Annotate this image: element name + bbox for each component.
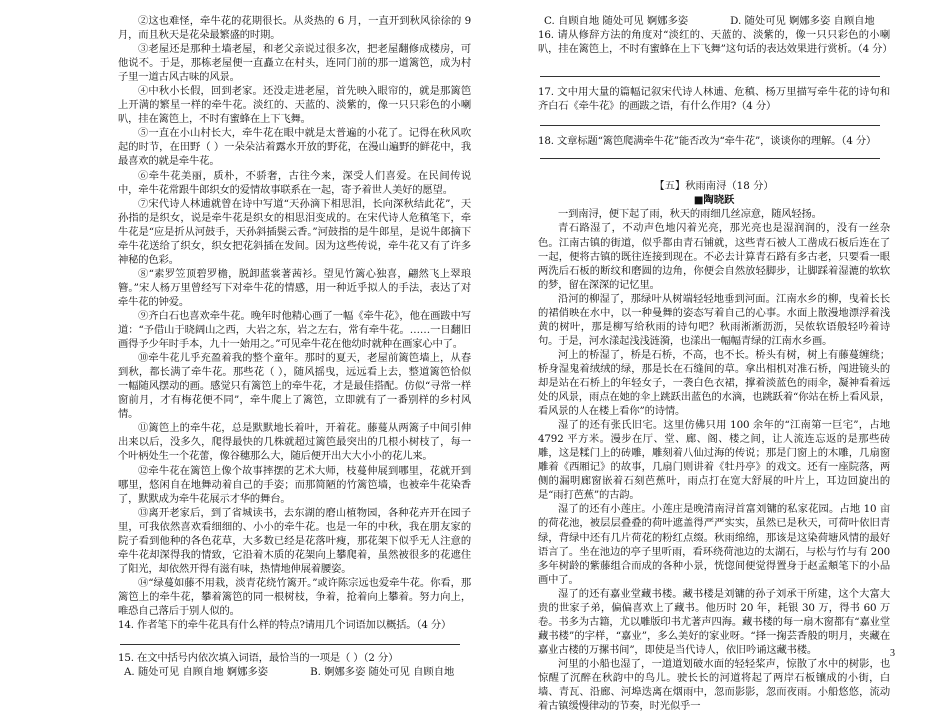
q15-options-cd <box>538 14 890 28</box>
option-c[interactable]: C. 自顾自地 随处可见 婀娜多姿 <box>544 15 689 27</box>
paragraph: ⑬离开老家后，到了省城读书，去东湖的磨山植物园，各种花卉开在园子里，可我依然喜欢看细细的、小小的牵牛花。也是一年的中秋，我在朋友家的院子看到他种的各色花草，大多数已经是花落叶瘦，那花架下似乎无人注意的牵牛花却深得我的情致，它沿着木质的花架向上攀爬着，虽然被很多的花遮住了阳光，却依然开得有滋有味，热情地伸展着腰姿。 <box>118 506 471 575</box>
paragraph: 一到南浔，便下起了雨，秋天的雨细几丝凉意，随风轻扬。 <box>558 208 822 221</box>
paragraph: 沿河的柳湿了，那绿叶从树端轻轻地垂到河面。江南水乡的柳，曳着长长的裙俏映在水中，以一种曼舞的姿态写着自己的心事。水面上散漫地漂浮着浅黄的树叶，那是柳写给秋雨的诗句吧？秋雨淅淅沥沥，吴侬软语般轻吟着诗句。于是，河水漾起浅浅涟漪，也漾出一幅幅青绿的江南水乡画。 <box>538 292 890 347</box>
paragraph: 河上的桥湿了，桥是石桥，不高，也不长。桥头有树，树上有藤蔓缠绕；桥身湿鬼着绒绒的绿，那是长在石缝间的草。拿出相机对准石桥，闯进镜头的却是站在石桥上的年轻女子，一袭白色衣裙，撑着淡蓝色的雨伞，凝神看着远处的风景，雨点在她的伞上跳跃出蓝色的水滴，也跳跃着“你站在桥上看风景，看风景的人在楼上看你”的诗情。 <box>538 348 890 418</box>
question-18: 18. 文章标题“篱笆爬满牵牛花”能否改为“牵牛花”，谈谈你的理解。（4 分） <box>538 135 877 148</box>
question-14: 14. 作者笔下的牵牛花具有什么样的特点?请用几个词语加以概括。（4 分） <box>118 619 452 632</box>
answer-line-16[interactable] <box>540 56 880 77</box>
question-17: 17. 文中用大量的篇幅记叙宋代诗人林逋、危稹、杨万里描写牵牛花的诗句和齐白石《牵牛花》的画跋之语，有什么作用?（4 分） <box>538 86 890 113</box>
paragraph: ⑩牵牛花儿乎充盈着我的整个童年。那时的夏天，老屋前篱笆墙上，从春到秋，都长满了牵牛花。那些花（ ），随风摇曳，远远看上去，整道篱笆恰似一幅随风摆动的画。感觉只有篱笆上的牵牛花，才是最佳搭配。仿似“寻常一样窗前月，才有梅花便不同”，牵牛爬上了篱笆，立即就有了一番别样的乡村风情。 <box>118 352 471 421</box>
paragraph: 湿了的还有嘉业堂藏书楼。藏书楼是刘镛的孙子刘承干所建，这个大富大贵的世家子弟，偏偏喜欢上了藏书。他历时 20 年，耗银 30 万，得书 60 万卷。书多为古籍，尤以雕版印书尤著声四海。藏书楼的每一扇木窗都有“嘉业堂藏书楼”的字样，“嘉业”，多么美好的家业呀。“择一掬芸香般的明月，夹藏在嘉业古楼的万摞书间”，即使是当代诗人，依旧吟诵这藏书楼。 <box>538 587 890 656</box>
paragraph: ⑫牵牛花在篱笆上像个故事摔摆的艺术大师，枝蔓伸展到哪里，花就开到哪里，悠闲自在地舞动着自己的手姿；而那简陋的竹篱笆墙，也被牵牛花染香了，默默成为牵牛花展示才华的舞台。 <box>118 464 471 505</box>
paragraph: 河里的小船也湿了，一道道划破水面的轻轻桨声，惊散了水中的树影，也惊醒了沉醉在秋韵中的鸟儿。驶长长的河道将起了两岸石板镶成的小街，白墙、青瓦、沿廊、河埠迭离在烟雨中，忽而影影，忽而夜雨。小船悠悠，流动着古镇缓慢律动的节奏，时光似乎一 <box>538 657 890 713</box>
paragraph: 青石路湿了，不动声色地闪着光亮，那光亮也是湿润润的，没有一丝杂色。江南古镇的街道，似乎都由青石铺就，这些青石被人工凿成石板后连在了一起，便将古镇的既往连接到现在。不必去计算青石路有多古老，只要看一眼两洗后石板的断纹和磨圆的边角，你便会自然放轻脚步，让脚踩着湿漉的软软的梦，留在深深的记忆里。 <box>538 222 890 291</box>
paragraph: ⑭“绿蔓如藤不用栽，淡青花绕竹篱开。”或许陈宗远也爱牵牛花。你看，那篱笆上的牵牛花，攀着篱笆的同一根树枝，争着，抢着向上攀着。努力向上，唯恐自己落后于别人似的。 <box>118 576 471 617</box>
option-b[interactable]: B. 婀娜多姿 随处可见 自顾自地 <box>310 666 455 679</box>
paragraph: 湿了的还有小莲庄。小莲庄是晚清南浔首富刘镛的私家花园。占地 10 亩的荷花池，被层层叠叠的荷叶遮盖得严严实实，虽然已是秋天，可荷叶依旧青绿，背绿中还有几片荷花的粉红点缀。秋雨绵绵，那该是这染荷塘风情的最好语言了。坐在池边的亭子里听雨，看环绕荷池边的太湖石，与松与竹与有 200 多年树龄的紫藤组合而成的各种小景，恍惚间便觉得置身于赵孟頫笔下的小品画中了。 <box>538 503 890 586</box>
page-number: 3 <box>890 648 895 659</box>
paragraph: ④中秋小长假，回到老家。还没走进老屋，首先映入眼帘的，就是那篱笆上开满的繁星一样的牵牛花。淡红的、天蓝的、淡紫的，像一只只彩色的小喇叭，挂在篱笆上，不时有蜜蜂在上下飞舞。 <box>118 85 471 126</box>
paragraph: 湿了的还有张氏旧宅。这里仿佛只用 100 余年的“江南第一巨宅”，占地 4792 平方米。漫步在厅、堂、廊、阁、楼之间，让人流连忘返的是那些砖雕，这是糅门上的砖雕，雕刻着八仙过海的传说；那是门窗上的木雕，几扇窗雕着《西厢记》的故事，几扇门则讲着《牡丹亭》的戏文。还有一座院落，两侧的漏明廊窗嵌着石刻芭蕉叶，雨点打在宽大舒展的叶片上，耳边回旋出的是“雨打芭蕉”的古韵。 <box>538 419 890 502</box>
option-a[interactable]: A. 随处可见 自顾自地 婀娜多姿 <box>124 666 269 679</box>
paragraph: ⑨齐白石也喜欢牵牛花。晚年时他精心画了一幅《牵牛花》，他在画跋中写道：“予借山于晓阔山之西，大岩之东，岩之左右，常有牵牛花。……一日翻旧画得予少年时手本，九十一始用之。”可见牵牛花在他幼时就种在画家心中了。 <box>118 309 471 351</box>
answer-line-17[interactable] <box>540 113 880 126</box>
right-column <box>538 14 893 713</box>
answer-line-18[interactable] <box>540 148 880 159</box>
paragraph: ⑥牵牛花美丽，质朴，不骄奢，古往今来，深受人们喜爱。在民间传说中，牵牛花常跟牛郎织女的爱情故事联系在一起，寄予着世人美好的愿望。 <box>118 169 471 196</box>
answer-line-14[interactable] <box>120 632 460 645</box>
paragraph: ②这也难怪，牵牛花的花期很长。从炎热的 6 月，一直开到秋风徐徐的 9 月，而且秋天是花朵最繁盛的时期。 <box>118 15 471 42</box>
paragraph: ⑧“素罗笠顶碧罗檐，脱卸蓝裳著茜衫。望见竹篱心独喜，翩然飞上翠琅簪。”宋人杨万里曾经写下对牵牛花的情感，用一种近乎拟人的手法，表达了对牵牛花的钟爱。 <box>118 267 471 308</box>
question-16: 16. 请从修辞方法的角度对“淡红的、天蓝的、淡紫的，像一只只彩色的小喇叭，挂在篱笆上，不时有蜜蜂在上下飞舞”这句话的表达效果进行赏析。（4 分） <box>538 29 893 56</box>
option-d[interactable]: D. 随处可见 婀娜多姿 自顾自地 <box>730 15 875 27</box>
question-15: 15. 在文中括号内依次填入词语，最恰当的一项是（ ）（2 分） <box>118 652 399 665</box>
paragraph: ⑤一直在小山村长大，牵牛花在眼中就是太普遍的小花了。记得在秋风吹起的时节，在田野（ ）一朵朵沾着露水开放的野花，在漫山遍野的鲜花中，我最喜欢的就是牵牛花。 <box>118 127 471 168</box>
q15-options-ab <box>118 665 471 679</box>
paragraph: ③老屋还是那种土墙老屋，和老父亲说过很多次，把老屋翻修成楼房，可他说不。于是，那栋老屋便一直矗立在村头，连同门前的那一道篱笆，成为村子里一道古风古味的风景。 <box>118 43 471 84</box>
paragraph: ⑦宋代诗人林逋就曾在诗中写道“天孙滴下相思泪，长向深秋结此花”，天孙指的是织女，说是牵牛花是织女的相思泪变成的。在宋代诗人危稹笔下，牵牛花是“应是折从河鼓手，天孙斜插鬓云香。”河鼓指的是牛郎星，是说牛郎摘下牵牛花送给了织女，织女把花斜插在发间。因为这些传说，牵牛花又有了许多神秘的色彩。 <box>118 197 471 266</box>
section-title: 【五】秋雨南浔（18 分） <box>654 180 774 193</box>
author-line: ■陶晓跃 <box>693 194 735 207</box>
left-column <box>118 14 471 679</box>
paragraph: ⑪篱笆上的牵牛花，总是默默地长着叶，开着花。藤蔓从两篱子中间引伸出来以后，没多久，爬得最快的几株就超过篱笆最突出的几根小树枝了，每一个叶柄处生一个花蕾，像谷穗那么大，随后便开出大大小小的花儿来。 <box>118 422 471 463</box>
